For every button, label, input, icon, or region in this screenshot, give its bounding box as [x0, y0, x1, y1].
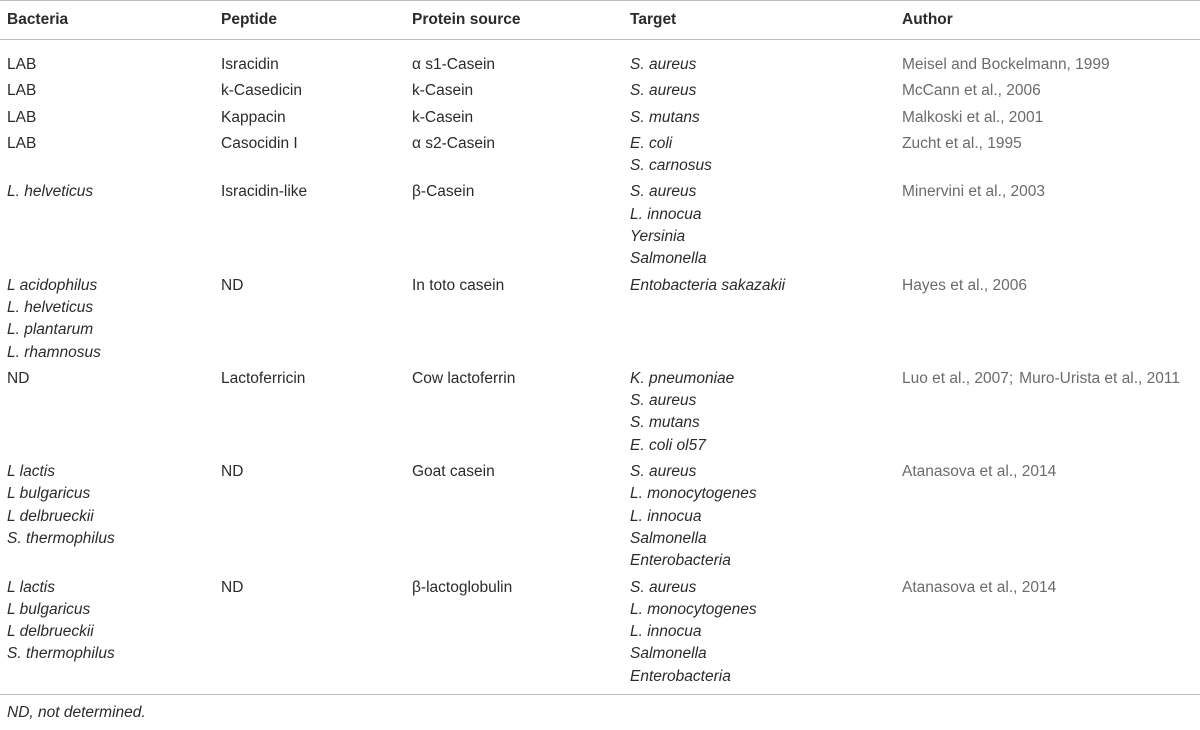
cell-peptide: ND	[221, 276, 244, 294]
cell-bacteria	[0, 40, 221, 77]
cell-target-line: Salmonella	[630, 645, 707, 663]
cell-bacteria	[0, 271, 221, 364]
cell-target-line: S. aureus	[630, 578, 697, 596]
cell-author-line: Atanasova et al., 2014	[902, 578, 1057, 596]
cell-peptide: Casocidin I	[221, 134, 298, 152]
table-header-row	[0, 1, 1200, 40]
cell-target-line: K. pneumoniae	[630, 369, 735, 387]
cell-author	[902, 271, 1200, 364]
cell-target-line: S. aureus	[630, 463, 697, 481]
cell-target-line: L. innocua	[630, 507, 702, 525]
cell-bacteria-line: L delbrueckii	[7, 507, 94, 525]
cell-bacteria-line: L lactis	[7, 578, 55, 596]
cell-bacteria-line: L. helveticus	[7, 298, 94, 316]
cell-target-line: S. carnosus	[630, 157, 712, 175]
cell-bacteria-line: L bulgaricus	[7, 485, 91, 503]
cell-bacteria-line: LAB	[7, 134, 37, 152]
cell-peptide: ND	[221, 578, 244, 596]
cell-target-line: S. aureus	[630, 82, 697, 100]
cell-protein-source: In toto casein	[412, 276, 505, 294]
author-citation: Muro-Urista et al., 2011	[1019, 369, 1180, 387]
cell-target	[630, 76, 902, 102]
table-row	[0, 76, 1200, 102]
table-row	[0, 129, 1200, 178]
table-row	[0, 103, 1200, 129]
cell-author-line: Zucht et al., 1995	[902, 134, 1022, 152]
author-citation: Luo et al., 2007;	[902, 369, 1014, 387]
cell-target	[630, 177, 902, 270]
cell-author	[902, 457, 1200, 572]
cell-author	[902, 573, 1200, 695]
cell-target-line: Enterobacteria	[630, 667, 731, 685]
header-target: Target	[630, 11, 677, 28]
cell-bacteria	[0, 129, 221, 178]
cell-peptide: ND	[221, 463, 244, 481]
cell-author-line: Malkoski et al., 2001	[902, 108, 1044, 126]
cell-target-line: E. coli	[630, 134, 673, 152]
cell-protein-source: Goat casein	[412, 463, 495, 481]
cell-author	[902, 76, 1200, 102]
table-row	[0, 271, 1200, 364]
header-peptide: Peptide	[221, 11, 277, 28]
cell-bacteria-line: L. plantarum	[7, 321, 94, 339]
cell-bacteria	[0, 364, 221, 457]
cell-author-line: Meisel and Bockelmann, 1999	[902, 56, 1110, 73]
cell-bacteria	[0, 573, 221, 695]
cell-author-line: Atanasova et al., 2014	[902, 463, 1057, 481]
cell-target	[630, 271, 902, 364]
cell-author-line: Minervini et al., 2003	[902, 183, 1046, 201]
cell-peptide: Kappacin	[221, 108, 286, 126]
header-bacteria: Bacteria	[7, 11, 69, 28]
table-row	[0, 40, 1200, 77]
cell-bacteria	[0, 457, 221, 572]
cell-bacteria	[0, 103, 221, 129]
cell-author	[902, 177, 1200, 270]
cell-author	[902, 364, 1200, 457]
table-row	[0, 573, 1200, 695]
cell-target-line: L. monocytogenes	[630, 485, 757, 503]
cell-protein-source: k-Casein	[412, 108, 474, 126]
table-body	[0, 40, 1200, 695]
cell-target-line: Salmonella	[630, 529, 707, 547]
cell-target-line: L. innocua	[630, 205, 702, 223]
cell-target-line: Salmonella	[630, 250, 707, 268]
cell-target	[630, 103, 902, 129]
cell-protein-source: α s2-Casein	[412, 134, 496, 152]
cell-peptide: Isracidin-like	[221, 183, 308, 201]
cell-bacteria	[0, 76, 221, 102]
cell-target-line: L. innocua	[630, 623, 702, 641]
header-author: Author	[902, 11, 953, 28]
cell-bacteria-line: L bulgaricus	[7, 600, 91, 618]
cell-bacteria-line: LAB	[7, 108, 37, 126]
cell-bacteria-line: L lactis	[7, 463, 55, 481]
cell-author	[902, 40, 1200, 77]
table-footnote: ND, not determined.	[7, 704, 146, 721]
cell-target-line: S. mutans	[630, 414, 700, 432]
cell-target	[630, 573, 902, 695]
cell-bacteria-line: ND	[7, 369, 30, 387]
cell-protein-source: β-Casein	[412, 183, 475, 201]
cell-target	[630, 364, 902, 457]
cell-bacteria-line: L acidophilus	[7, 276, 98, 294]
cell-author-line: Hayes et al., 2006	[902, 276, 1027, 294]
cell-protein-source: β-lactoglobulin	[412, 578, 513, 596]
cell-target-line: Enterobacteria	[630, 552, 731, 570]
cell-bacteria-line: LAB	[7, 56, 37, 73]
table-row	[0, 177, 1200, 270]
cell-target-line: S. aureus	[630, 183, 697, 201]
table-header	[0, 1, 1200, 40]
cell-bacteria-line: LAB	[7, 82, 37, 100]
cell-target	[630, 129, 902, 178]
cell-target-line: Yersinia	[630, 228, 686, 246]
cell-author	[902, 129, 1200, 178]
cell-author	[902, 103, 1200, 129]
cell-bacteria-line: S. thermophilus	[7, 529, 115, 547]
cell-bacteria-line: L delbrueckii	[7, 623, 94, 641]
header-protein-source: Protein source	[412, 11, 521, 28]
cell-peptide: Isracidin	[221, 56, 279, 73]
cell-target-line: E. coli ol57	[630, 436, 706, 454]
cell-peptide: Lactoferricin	[221, 369, 306, 387]
cell-bacteria-line: S. thermophilus	[7, 645, 115, 663]
cell-bacteria-line: L. rhamnosus	[7, 343, 101, 361]
cell-bacteria	[0, 177, 221, 270]
cell-protein-source: k-Casein	[412, 82, 474, 100]
cell-target-line: L. monocytogenes	[630, 600, 757, 618]
cell-target-line: S. aureus	[630, 392, 697, 410]
cell-target	[630, 40, 902, 77]
table-row	[0, 457, 1200, 572]
cell-bacteria-line: L. helveticus	[7, 183, 94, 201]
cell-target-line: S. mutans	[630, 108, 700, 126]
cell-peptide: k-Casedicin	[221, 82, 302, 100]
cell-target-line: S. aureus	[630, 56, 697, 73]
cell-protein-source: α s1-Casein	[412, 56, 496, 73]
cell-target	[630, 457, 902, 572]
cell-author-line: McCann et al., 2006	[902, 82, 1041, 100]
table-row	[0, 364, 1200, 457]
cell-protein-source: Cow lactoferrin	[412, 369, 516, 387]
cell-target-line: Entobacteria sakazakii	[630, 276, 786, 294]
